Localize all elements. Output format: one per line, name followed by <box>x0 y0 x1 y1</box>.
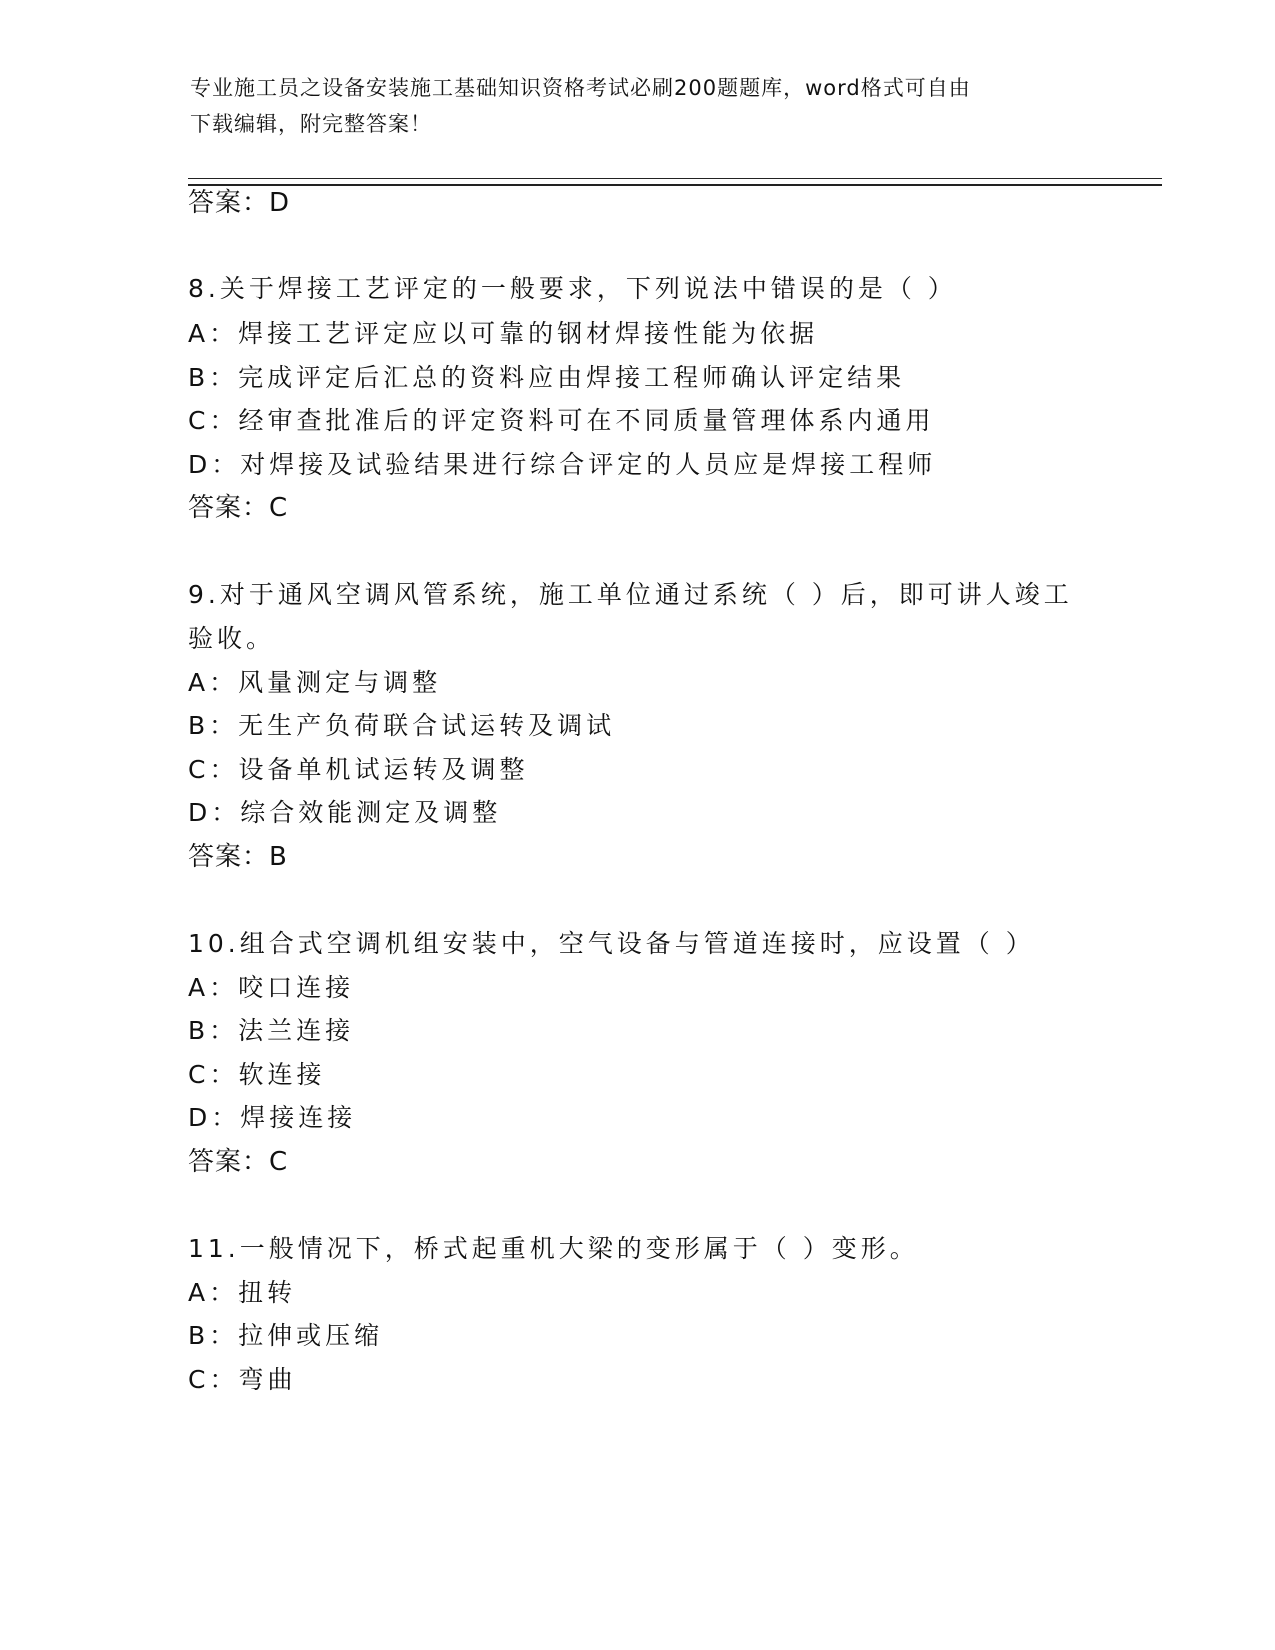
question-9-answer: 答案：B <box>188 842 288 872</box>
question-9-stem-line-2: 验收。 <box>188 624 276 653</box>
question-11-option-a: A：扭转 <box>188 1278 297 1307</box>
question-8-option-d: D：对焊接及试验结果进行综合评定的人员应是焊接工程师 <box>188 450 937 479</box>
document-header <box>190 70 1090 142</box>
question-10-option-d: D：焊接连接 <box>188 1103 357 1132</box>
header-line-2: 下载编辑，附完整答案！ <box>190 112 432 136</box>
question-8-answer: 答案：C <box>188 493 289 523</box>
question-10-option-b: B：法兰连接 <box>188 1016 355 1045</box>
question-10-option-a: A：咬口连接 <box>188 973 355 1002</box>
question-8-stem: 8.关于焊接工艺评定的一般要求，下列说法中错误的是（ ） <box>188 274 957 303</box>
question-9-option-d: D：综合效能测定及调整 <box>188 798 502 827</box>
header-line-1: 专业施工员之设备安装施工基础知识资格考试必刷200题题库，word格式可自由 <box>190 76 971 100</box>
question-10-stem: 10.组合式空调机组安装中，空气设备与管道连接时，应设置（ ） <box>188 929 1035 958</box>
question-8-option-c: C：经审查批准后的评定资料可在不同质量管理体系内通用 <box>188 406 935 435</box>
question-9-option-a: A：风量测定与调整 <box>188 668 442 697</box>
question-8-option-a: A：焊接工艺评定应以可靠的钢材焊接性能为依据 <box>188 319 819 348</box>
question-8-option-b: B：完成评定后汇总的资料应由焊接工程师确认评定结果 <box>188 363 906 392</box>
question-9-option-b: B：无生产负荷联合试运转及调试 <box>188 711 616 740</box>
question-9-stem-line-1: 9.对于通风空调风管系统，施工单位通过系统（ ）后，即可讲人竣工 <box>188 580 1073 609</box>
question-11-option-c: C：弯曲 <box>188 1365 297 1394</box>
question-11-stem: 11.一般情况下，桥式起重机大梁的变形属于（ ）变形。 <box>188 1234 919 1263</box>
answer-previous: 答案：D <box>188 188 291 218</box>
question-9-option-c: C：设备单机试运转及调整 <box>188 755 529 784</box>
header-rule-thick <box>188 184 1162 186</box>
question-11-option-b: B：拉伸或压缩 <box>188 1321 384 1350</box>
question-10-answer: 答案：C <box>188 1147 289 1177</box>
header-rule-thin <box>188 178 1162 179</box>
question-10-option-c: C：软连接 <box>188 1060 326 1089</box>
